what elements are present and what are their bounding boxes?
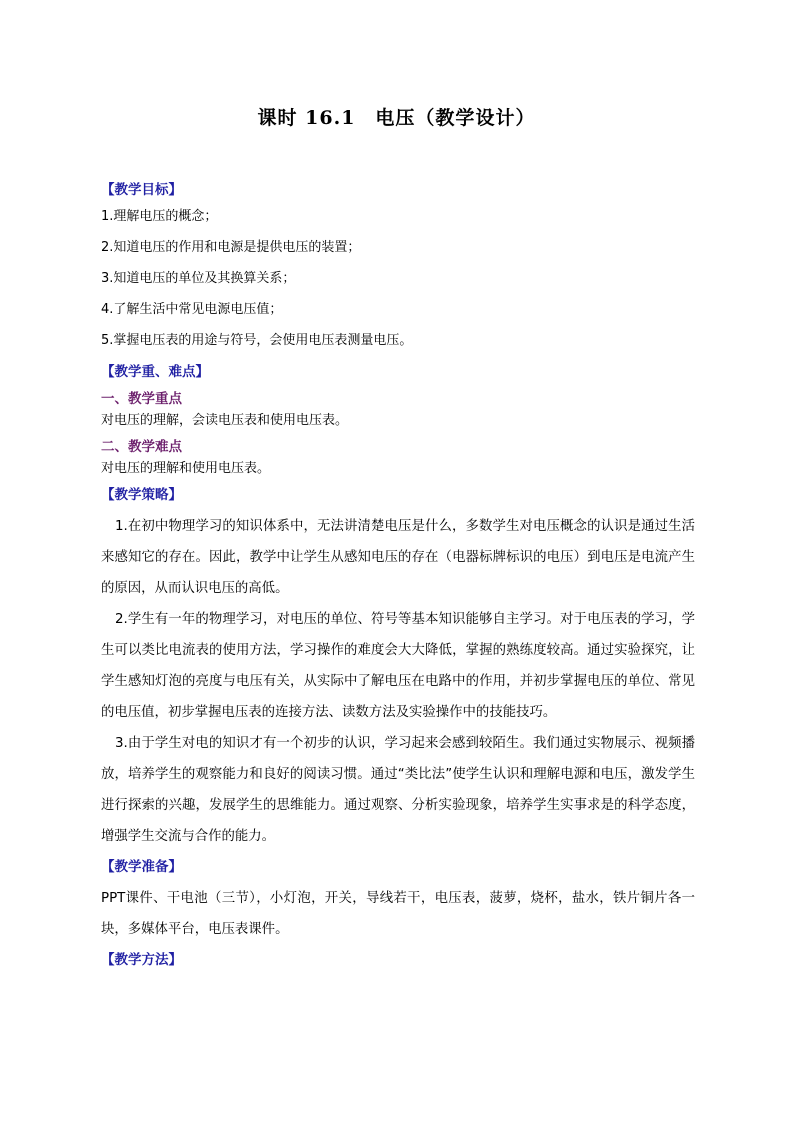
objective-item: 2.知道电压的作用和电源是提供电压的装置； <box>101 240 361 255</box>
method-heading: 【教学方法】 <box>101 952 182 968</box>
strategy-heading: 【教学策略】 <box>101 487 182 503</box>
objective-item: 1.理解电压的概念； <box>101 209 218 224</box>
preparation-text: PPT课件、干电池（三节），小灯泡，开关，导线若干，电压表，菠萝，烧杯，盐水，铁片铜片各一块，多媒体平台，电压表课件。 <box>101 891 695 937</box>
key-points-heading: 【教学重、难点】 <box>101 364 209 380</box>
objective-item: 5.掌握电压表的用途与符号，会使用电压表测量电压。 <box>101 333 413 348</box>
difficulty-heading: 二、教学难点 <box>101 439 182 455</box>
difficulty-text: 对电压的理解和使用电压表。 <box>101 461 271 476</box>
strategy-paragraph: 2.学生有一年的物理学习，对电压的单位、符号等基本知识能够自主学习。对于电压表的学习，学生可以类比电流表的使用方法，学习操作的难度会大大降低，掌握的熟练度较高。通过实验探究，让学生感知灯泡的亮度与电压有关，从实际中了解电压在电路中的作用，并初步掌握电压的单位、常见的电压值，初步掌握电压表的连接方法、读数方法及实验操作中的技能技巧。 <box>101 612 695 720</box>
document-title: 课时 16.1 电压（教学设计） <box>257 107 536 129</box>
preparation-heading: 【教学准备】 <box>101 859 182 875</box>
document-body <box>101 175 695 976</box>
strategy-paragraph: 1.在初中物理学习的知识体系中，无法讲清楚电压是什么，多数学生对电压概念的认识是通过生活来感知它的存在。因此，教学中让学生从感知电压的存在（电器标牌标识的电压）到电压是电流产生的原因，从而认识电压的高低。 <box>101 519 695 596</box>
strategy-paragraph: 3.由于学生对电的知识才有一个初步的认识，学习起来会感到较陌生。我们通过实物展示、视频播放，培养学生的观察能力和良好的阅读习惯。通过“类比法”使学生认识和理解电源和电压，激发学生进行探索的兴趣，发展学生的思维能力。通过观察、分析实验现象，培养学生实事求是的科学态度，增强学生交流与合作的能力。 <box>101 736 695 844</box>
objective-item: 3.知道电压的单位及其换算关系； <box>101 271 296 286</box>
focus-text: 对电压的理解，会读电压表和使用电压表。 <box>101 413 349 428</box>
objectives-heading: 【教学目标】 <box>101 182 182 198</box>
objective-item: 4.了解生活中常见电源电压值； <box>101 302 283 317</box>
focus-heading: 一、教学重点 <box>101 391 182 407</box>
